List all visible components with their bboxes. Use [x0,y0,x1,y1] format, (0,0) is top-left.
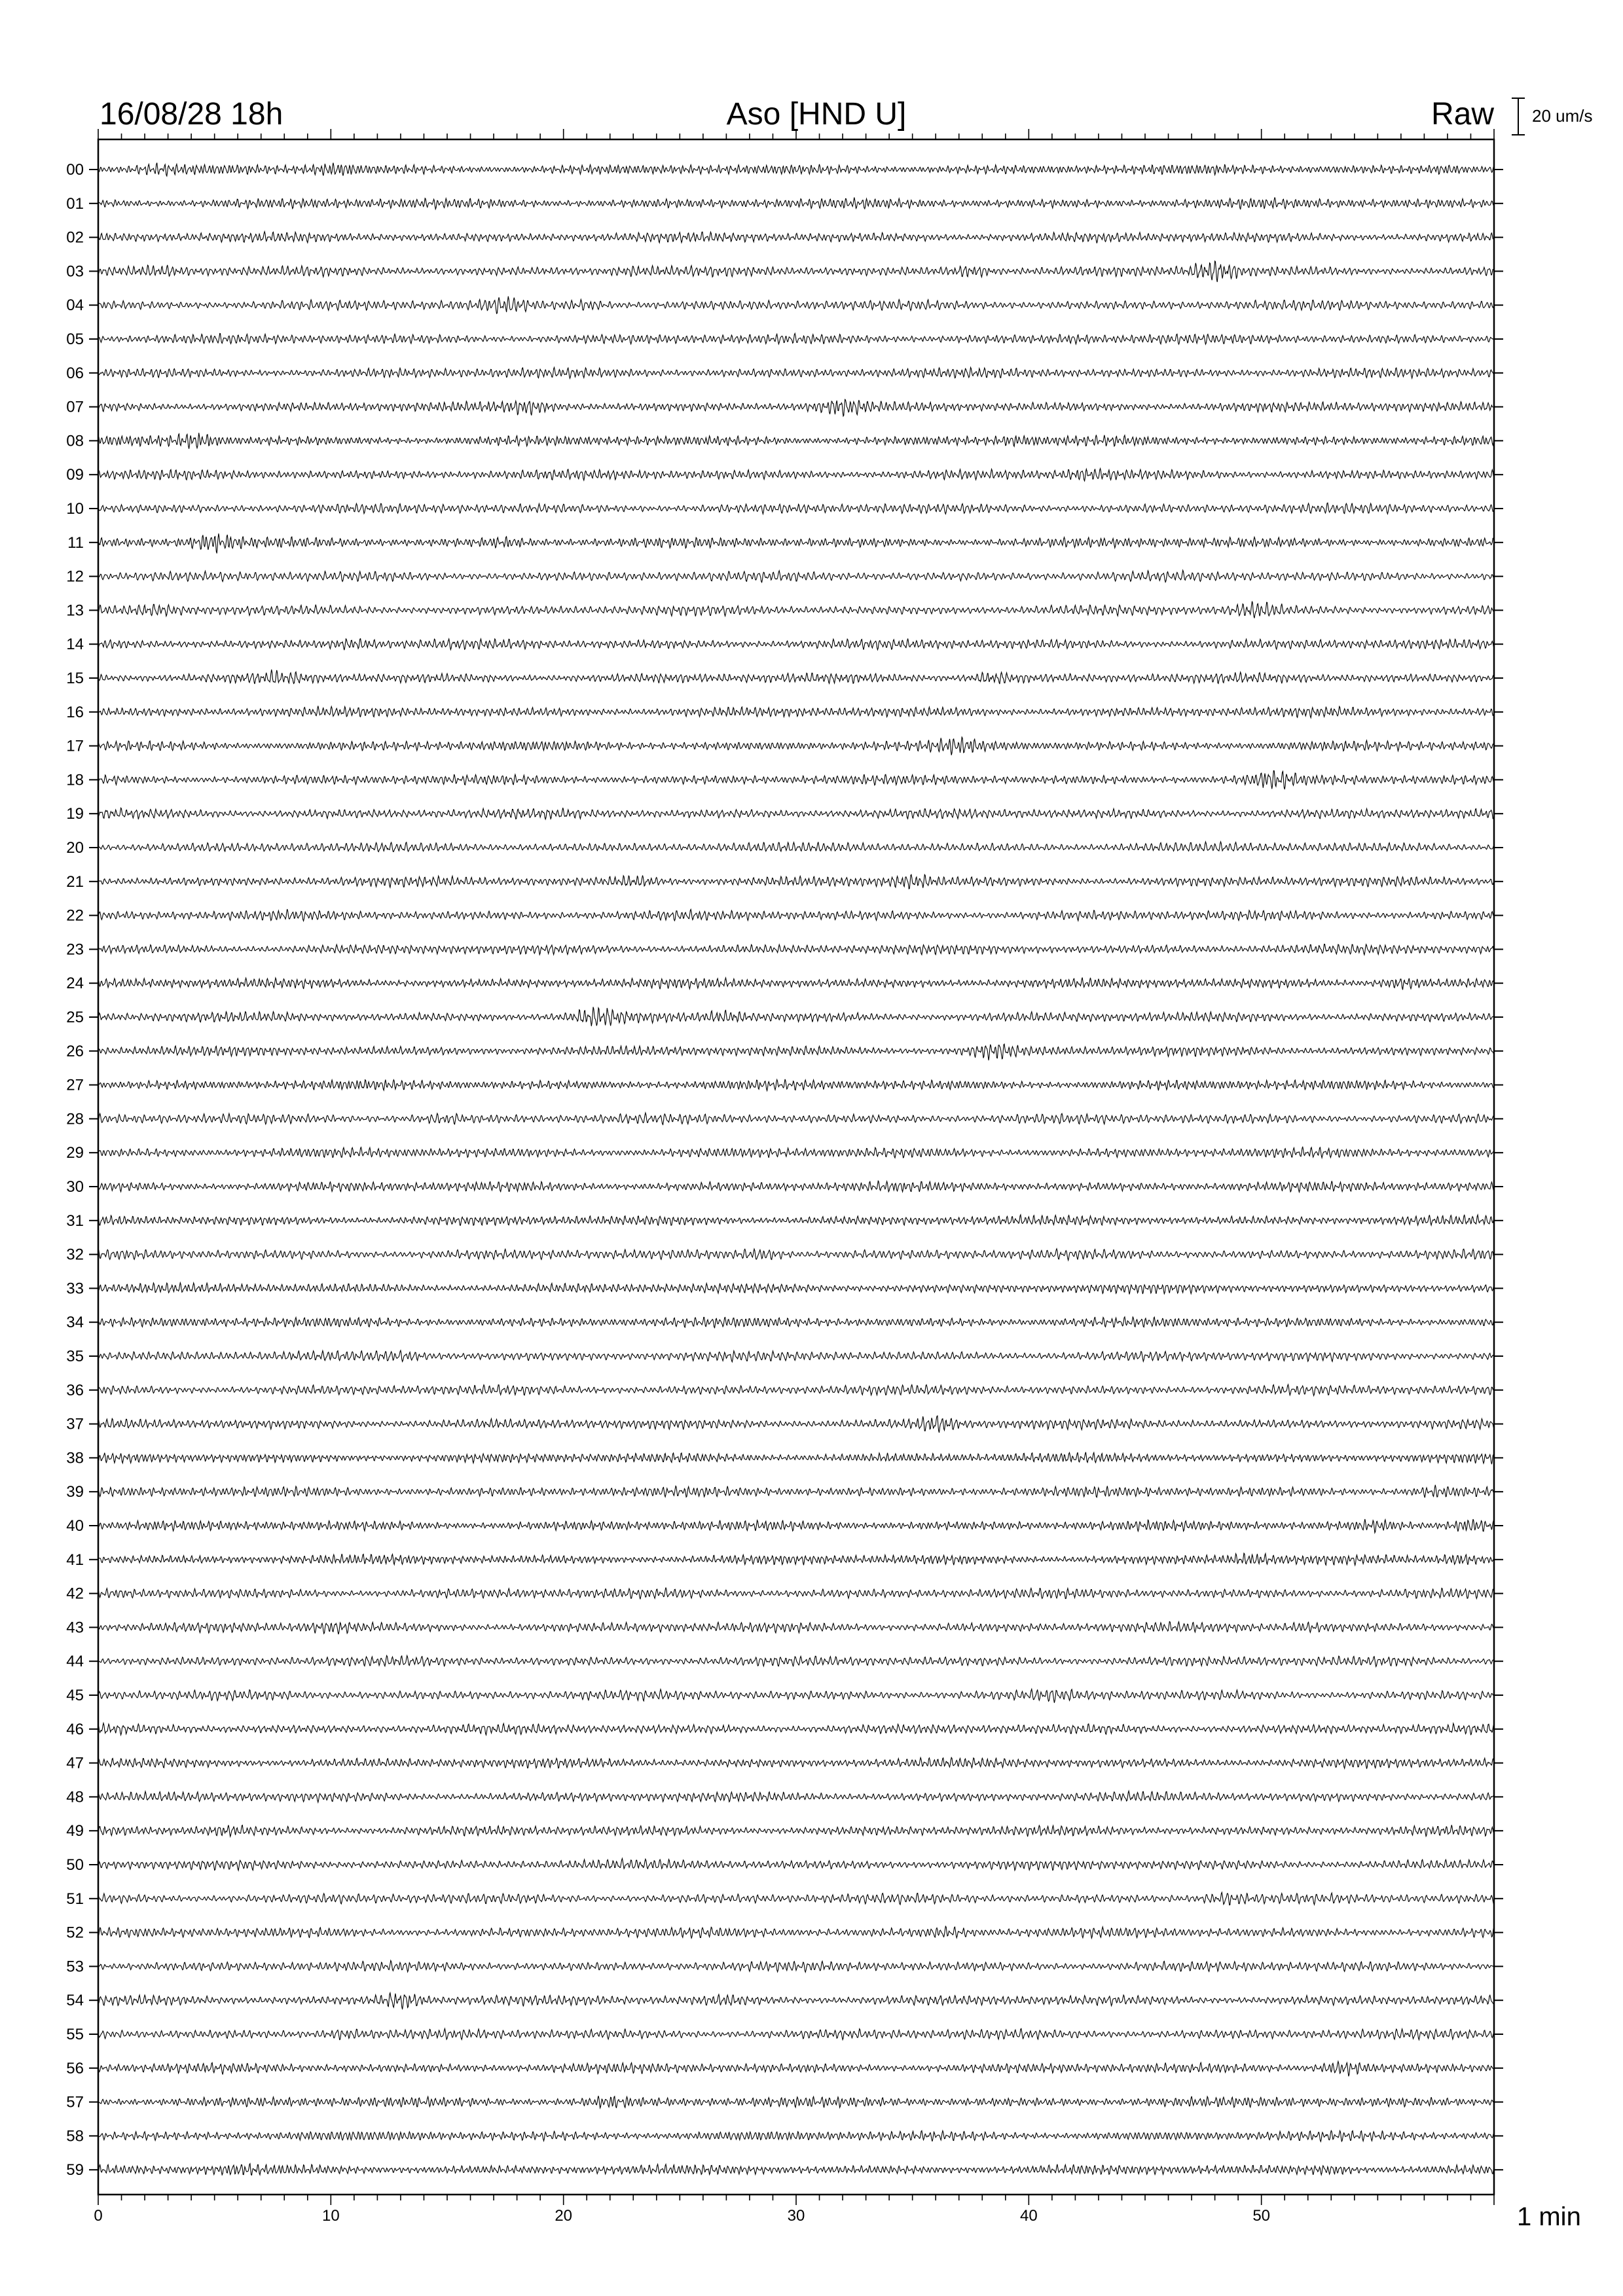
row-label-51: 51 [66,1890,84,1908]
x-unit-label: 1 min [1517,2202,1581,2231]
row-label-43: 43 [66,1619,84,1637]
row-label-18: 18 [66,771,84,789]
row-label-48: 48 [66,1788,84,1806]
trace-20 [98,842,1494,852]
row-label-23: 23 [66,941,84,959]
x-tick-label-40: 40 [1019,2207,1038,2225]
trace-40 [98,1519,1494,1533]
trace-30 [98,1181,1494,1192]
trace-55 [98,2028,1494,2039]
row-label-42: 42 [66,1585,84,1603]
trace-44 [98,1656,1494,1667]
row-label-26: 26 [66,1042,84,1060]
date-hour-label: 16/08/28 18h [100,97,283,132]
x-tick-label-0: 0 [94,2207,103,2225]
row-label-41: 41 [66,1551,84,1569]
trace-35 [98,1350,1494,1362]
row-label-07: 07 [66,398,84,416]
row-label-group [66,161,84,2179]
trace-21 [98,874,1494,889]
row-label-25: 25 [66,1009,84,1026]
trace-51 [98,1892,1494,1905]
row-label-11: 11 [67,533,84,552]
row-label-19: 19 [66,805,84,823]
trace-25 [98,1007,1494,1026]
row-label-40: 40 [66,1517,84,1535]
trace-29 [98,1147,1494,1158]
trace-10 [98,503,1494,514]
row-label-04: 04 [66,296,84,315]
trace-43 [98,1622,1494,1634]
trace-06 [98,367,1494,378]
trace-16 [98,706,1494,718]
trace-50 [98,1859,1494,1871]
row-label-53: 53 [66,1958,84,1976]
row-label-03: 03 [66,262,84,281]
trace-05 [98,333,1494,344]
row-label-39: 39 [66,1483,84,1501]
row-label-15: 15 [66,670,84,687]
trace-03 [98,261,1494,282]
row-label-28: 28 [66,1110,84,1128]
trace-36 [98,1384,1494,1395]
row-label-44: 44 [66,1653,84,1671]
row-label-27: 27 [66,1076,84,1094]
row-label-46: 46 [66,1720,84,1738]
trace-47 [98,1757,1494,1768]
trace-48 [98,1791,1494,1802]
chart-title: Aso [HND U] [726,97,907,132]
row-label-00: 00 [66,161,84,179]
row-label-33: 33 [66,1280,84,1298]
mode-label: Raw [1431,97,1494,132]
trace-42 [98,1588,1494,1600]
row-label-56: 56 [66,2059,84,2077]
row-label-57: 57 [66,2093,84,2111]
trace-15 [98,670,1494,684]
trace-32 [98,1249,1494,1261]
row-label-13: 13 [66,601,84,620]
row-label-34: 34 [66,1314,84,1332]
trace-09 [98,469,1494,481]
trace-54 [98,1993,1494,2009]
trace-38 [98,1452,1494,1464]
trace-33 [98,1283,1494,1295]
trace-22 [98,909,1494,921]
row-label-21: 21 [66,872,84,891]
trace-57 [98,2096,1494,2108]
trace-07 [98,399,1494,416]
row-label-31: 31 [66,1211,84,1230]
x-tick-label-50: 50 [1252,2207,1271,2225]
row-label-14: 14 [66,636,84,654]
row-label-52: 52 [66,1924,84,1942]
x-tick-label-20: 20 [555,2207,573,2225]
trace-18 [98,771,1494,790]
row-label-55: 55 [66,2026,84,2043]
trace-34 [98,1317,1494,1328]
trace-group [98,163,1494,2176]
trace-56 [98,2062,1494,2077]
trace-04 [98,296,1494,314]
row-label-32: 32 [66,1246,84,1264]
row-label-16: 16 [66,703,84,721]
amplitude-scale-bar [1512,98,1525,135]
trace-13 [98,601,1494,619]
trace-31 [98,1215,1494,1225]
row-label-10: 10 [66,500,84,518]
trace-11 [98,533,1494,553]
row-label-05: 05 [66,331,84,348]
row-label-58: 58 [66,2127,84,2145]
trace-23 [98,944,1494,955]
trace-45 [98,1689,1494,1703]
x-tick-label-30: 30 [787,2207,805,2225]
row-label-38: 38 [66,1449,84,1467]
row-label-20: 20 [66,839,84,857]
row-label-06: 06 [66,364,84,382]
trace-19 [98,808,1494,819]
x-tick-label-10: 10 [321,2207,340,2225]
trace-26 [98,1044,1494,1060]
row-label-22: 22 [66,906,84,925]
row-label-01: 01 [66,194,84,213]
trace-14 [98,639,1494,651]
row-label-59: 59 [66,2161,84,2179]
x-tick-label-group [94,2207,1270,2225]
trace-37 [98,1416,1494,1433]
trace-46 [98,1723,1494,1735]
amplitude-scale-label: 20 um/s [1532,106,1593,126]
row-label-29: 29 [66,1144,84,1162]
trace-01 [98,198,1494,209]
trace-08 [98,433,1494,448]
trace-17 [98,737,1494,755]
row-label-36: 36 [66,1381,84,1399]
trace-39 [98,1485,1494,1498]
trace-41 [98,1553,1494,1565]
row-label-12: 12 [66,567,84,586]
row-label-02: 02 [66,228,84,247]
trace-02 [98,232,1494,243]
trace-24 [98,978,1494,990]
row-label-50: 50 [66,1856,84,1874]
trace-28 [98,1113,1494,1124]
row-label-45: 45 [66,1687,84,1704]
row-label-54: 54 [66,1992,84,2010]
trace-27 [98,1079,1494,1091]
row-label-47: 47 [66,1754,84,1772]
row-label-49: 49 [66,1822,84,1840]
row-label-17: 17 [66,737,84,755]
trace-49 [98,1825,1494,1837]
row-label-24: 24 [66,975,84,993]
trace-12 [98,570,1494,582]
row-label-08: 08 [66,432,84,450]
trace-53 [98,1960,1494,1972]
row-label-30: 30 [66,1178,84,1196]
row-label-37: 37 [66,1415,84,1433]
trace-52 [98,1926,1494,1938]
trace-58 [98,2130,1494,2142]
plot-frame [98,139,1494,2195]
trace-00 [98,163,1494,176]
trace-59 [98,2164,1494,2176]
row-label-09: 09 [66,466,84,484]
row-label-35: 35 [66,1348,84,1365]
